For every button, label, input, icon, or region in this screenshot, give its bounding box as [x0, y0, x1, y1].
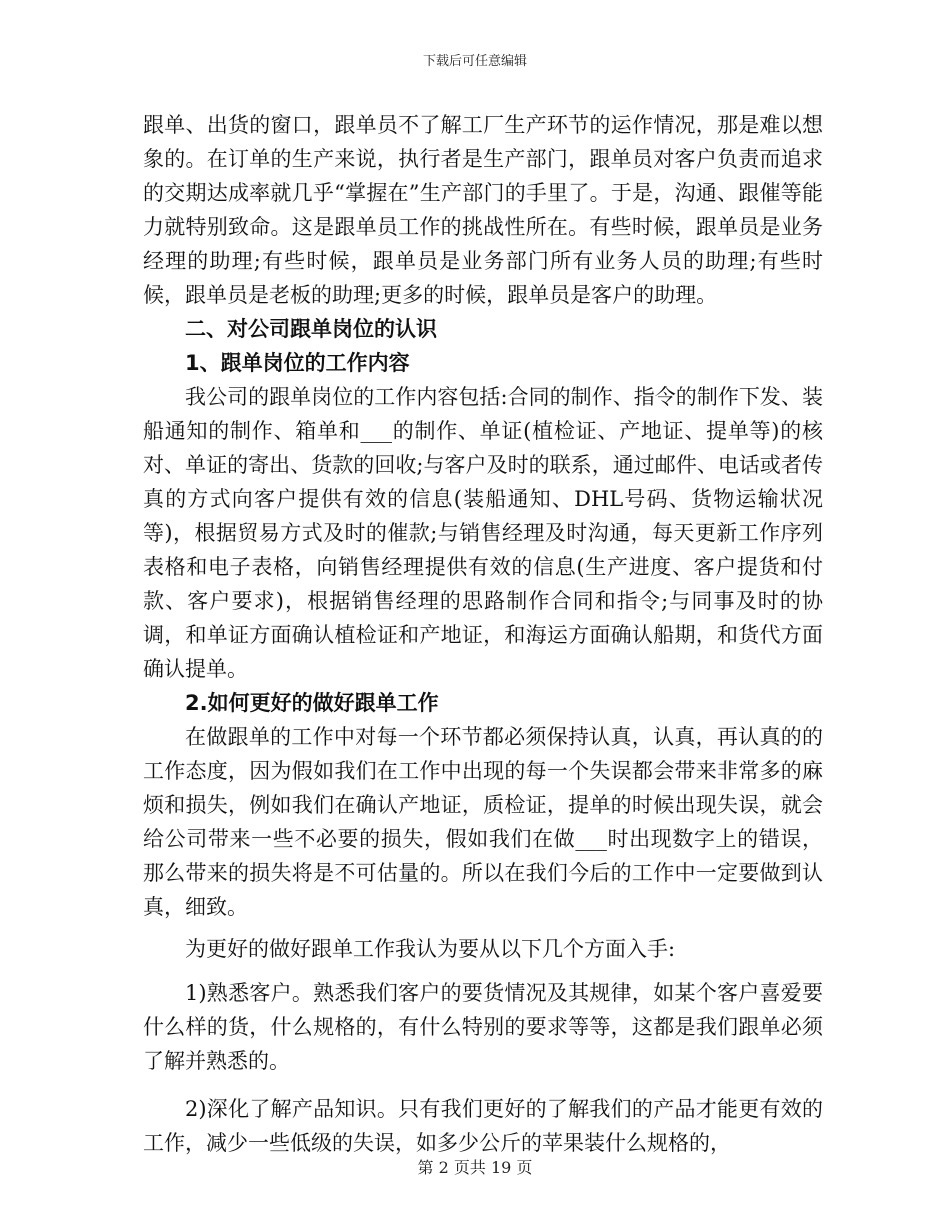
paragraph-point-1: 1)熟悉客户。熟悉我们客户的要货情况及其规律，如某个客户喜爱要什么样的货，什么规格的，有什么特别的要求等等，这都是我们跟单必须了解并熟悉的。 [143, 981, 823, 1073]
paragraph-job-content: 我公司的跟单岗位的工作内容包括:合同的制作、指令的制作下发、装船通知的制作、箱单和___的制作、单证(植检证、产地证、提单等)的核对、单证的寄出、货款的回收;与客户及时的联系，通过邮件、电话或者传真的方式向客户提供有效的信息(装船通知、DHL号码、货物运输状况等)，根据贸易方式及时的催款;与销售经理及时沟通，每天更新工作序列表格和电子表格，向销售经理提供有效的信息(生产进度、客户提货和付款、客户要求)，根据销售经理的思路制作合同和指令;与同事及时的协调，和单证方面确认植检证和产地证，和海运方面确认船期，和货代方面确认提单。 [143, 385, 823, 681]
subsection-heading-1: 1、跟单岗位的工作内容 [185, 351, 410, 375]
section-heading: 二、对公司跟单岗位的认识 [185, 317, 437, 341]
paragraph-approach-intro: 为更好的做好跟单工作我认为要从以下几个方面入手: [185, 937, 676, 961]
paragraph-point-2: 2)深化了解产品知识。只有我们更好的了解我们的产品才能更有效的工作，减少一些低级的失误，如多少公斤的苹果装什么规格的， [143, 1097, 823, 1155]
paragraph-work-attitude: 在做跟单的工作中对每一个环节都必须保持认真，认真，再认真的的工作态度，因为假如我们在工作中出现的每一个失误都会带来非常多的麻烦和损失，例如我们在确认产地证，质检证，提单的时候出现失误，就会给公司带来一些不必要的损失，假如我们在做___时出现数字上的错误，那么带来的损失将是不可估量的。所以在我们今后的工作中一定要做到认真，细致。 [143, 725, 823, 919]
page-header: 下载后可任意编辑 [422, 54, 527, 69]
document-body [143, 108, 823, 1160]
subsection-heading-2: 2.如何更好的做好跟单工作 [185, 691, 439, 715]
page-number-footer: 第 2 页共 19 页 [417, 1158, 533, 1177]
paragraph-intro: 跟单、出货的窗口，跟单员不了解工厂生产环节的运作情况，那是难以想象的。在订单的生产来说，执行者是生产部门，跟单员对客户负责而追求的交期达成率就几乎“掌握在”生产部门的手里了。于是，沟通、跟催等能力就特别致命。这是跟单员工作的挑战性所在。有些时候，跟单员是业务经理的助理;有些时候，跟单员是业务部门所有业务人员的助理;有些时候，跟单员是老板的助理;更多的时候，跟单员是客户的助理。 [143, 113, 823, 307]
